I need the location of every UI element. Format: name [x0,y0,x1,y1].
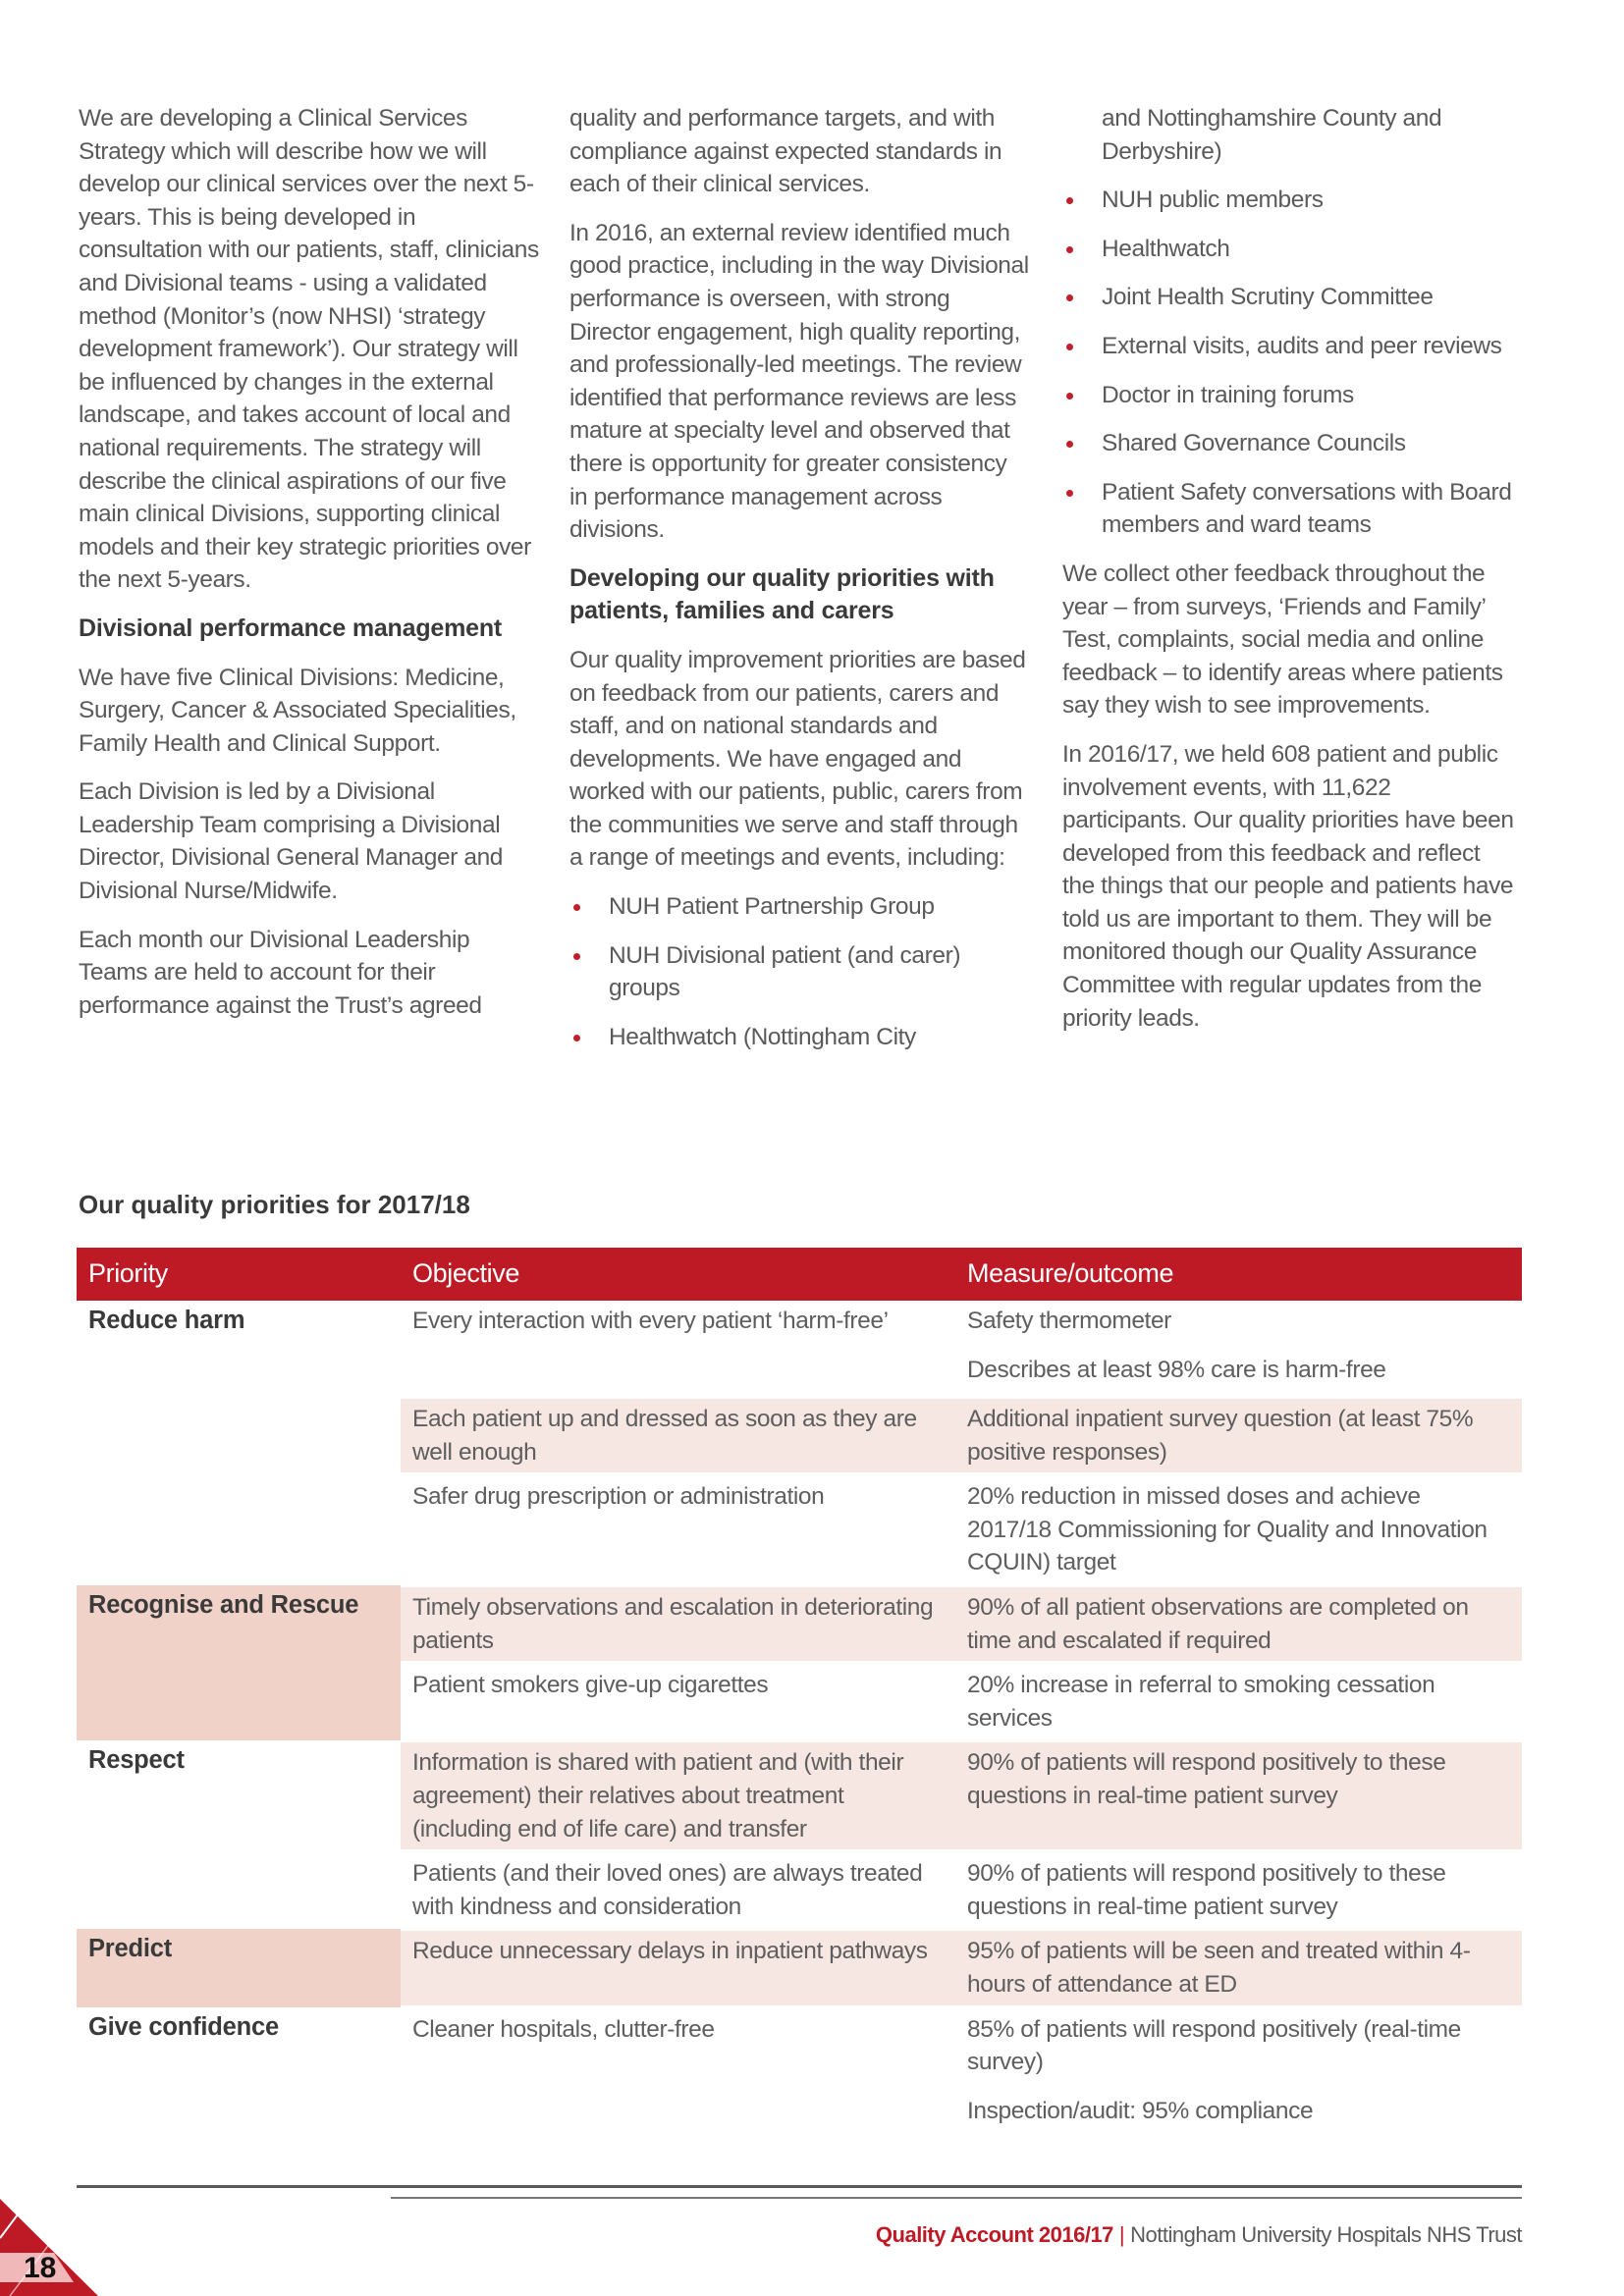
paragraph: In 2016/17, we held 608 patient and public involvement events, with 11,622 participants. Our quality priorities have been developed from this feedback and reflect the things that our people and patients have told us are important to them. They will be monitored though our Quality Assurance Committee with regular updates from the priority leads. [1062,740,1514,1032]
measure-cell: 95% of patients will be seen and treated within 4-hours of attendance at ED [955,1929,1522,2006]
list-item: NUH public members [1062,184,1514,217]
measure-cell: 20% reduction in missed doses and achieve 2017/18 Commissioning for Quality and Innovation CQUIN) target [955,1474,1522,1585]
table-title: Our quality priorities for 2017/18 [79,1190,470,1219]
measure-cell [955,2007,1522,2132]
paragraph: We have five Clinical Divisions: Medicine, Surgery, Cancer & Associated Specialities, Family Health and Clinical Support. [79,664,516,757]
header-objective: Objective [401,1248,955,1301]
table-row [77,1740,1522,1851]
objective-cell: Patient smokers give-up cigarettes [401,1663,955,1740]
paragraph: Each month our Divisional Leadership Teams are held to account for their performance against the Trust’s agreed [79,926,482,1019]
table-row [77,2007,1522,2132]
list-item: NUH Divisional patient (and carer) groups [569,939,1031,1005]
heading-developing-priorities: Developing our quality priorities with patients, families and carers [569,563,995,625]
bullet-list [1062,102,1514,542]
footer-org: Nottingham University Hospitals NHS Trust [1130,2222,1522,2247]
header-priority: Priority [77,1248,401,1301]
list-text: and Nottinghamshire County and Derbyshire) [1102,105,1442,165]
priority-cell: Respect [88,1746,185,1775]
table-header [77,1248,1522,1301]
footer-title: Quality Account 2016/17 [875,2222,1113,2247]
list-item: Healthwatch [1062,233,1514,266]
objective-cell: Every interaction with every patient ‘harm-free’ [412,1308,889,1334]
objective-cell: Each patient up and dressed as soon as they are well enough [401,1397,955,1474]
footer-rule [391,2197,1522,2199]
measure-cell: 90% of patients will respond positively to these questions in real-time patient survey [955,1851,1522,1929]
paragraph: In 2016, an external review identified much good practice, including in the way Divisional performance is overseen, with strong Director engagement, high quality reporting, and professionally-led meetings. The review identified that performance reviews are less mature at specialty level and observed that there is opportunity for greater consistency in performance management across divisions. [569,219,1029,544]
measure-cell: Additional inpatient survey question (at least 75% positive responses) [955,1397,1522,1474]
column-3 [1062,102,1514,1050]
list-item: External visits, audits and peer reviews [1062,330,1514,363]
priority-cell: Predict [77,1929,401,2006]
paragraph: We are developing a Clinical Services Strategy which will describe how we will develop our clinical services over the next 5-years. This is being developed in consultation with our patients, staff, clinicians and Divisional teams - using a validated method (Monitor’s (now NHSI) ‘strategy development framework’). Our strategy will be influenced by changes in the external landscape, and takes account of local and national requirements. The strategy will describe the clinical aspirations of our five main clinical Divisions, supporting clinical models and their key strategic priorities over the next 5-years. [79,105,539,594]
list-item: Patient Safety conversations with Board members and ward teams [1062,476,1514,542]
measure-cell [955,1301,1522,1397]
paragraph: Each Division is led by a Divisional Leadership Team comprising a Divisional Director, Divisional General Manager and Divisional Nurse/Midwife. [79,778,504,905]
measure-text: Describes at least 98% care is harm-free [967,1356,1386,1383]
table-row [77,1301,1522,1397]
footer [876,2222,1522,2248]
objective-cell: Cleaner hospitals, clutter-free [401,2007,955,2132]
measure-text: Safety thermometer [967,1308,1171,1334]
table-bottom-rule [77,2185,1522,2188]
objective-cell: Reduce unnecessary delays in inpatient pathways [401,1929,955,2006]
column-2 [569,102,1031,1069]
paragraph: quality and performance targets, and with compliance against expected standards in each of their clinical services. [569,105,1002,198]
header-measure: Measure/outcome [955,1248,1522,1301]
priority-cell: Recognise and Rescue [77,1585,401,1740]
quality-priorities-table [77,1248,1522,2131]
measure-cell: 90% of all patient observations are completed on time and escalated if required [955,1585,1522,1663]
measure-cell: 90% of patients will respond positively to these questions in real-time patient survey [955,1740,1522,1851]
bullet-list [569,890,1031,1053]
list-item-continued [1062,102,1514,168]
objective-cell: Information is shared with patient and (with their agreement) their relatives about treatment (including end of life care) and transfer [401,1740,955,1851]
column-1 [79,102,540,1038]
priority-cell: Give confidence [88,2012,279,2041]
paragraph: Our quality improvement priorities are based on feedback from our patients, carers and staff, and on national standards and developments. We have engaged and worked with our patients, public, carers from the communities we serve and staff through a range of meetings and events, including: [569,646,1026,872]
objective-cell: Patients (and their loved ones) are always treated with kindness and consideration [401,1851,955,1929]
paragraph: We collect other feedback throughout the year – from surveys, ‘Friends and Family’ Test, complaints, social media and online feedback – to identify areas where patients say they wish to see improvements. [1062,560,1503,720]
list-item: Shared Governance Councils [1062,427,1514,460]
measure-text: 85% of patients will respond positively (real-time survey) [967,2015,1461,2076]
list-item: Joint Health Scrutiny Committee [1062,281,1514,314]
priority-cell: Reduce harm [88,1307,245,1334]
objective-cell: Timely observations and escalation in deteriorating patients [401,1585,955,1663]
page-number: 18 [24,2252,57,2284]
table-row [77,1929,1522,2006]
measure-cell: 20% increase in referral to smoking cessation services [955,1663,1522,1740]
table-row [77,1585,1522,1663]
measure-text: Inspection/audit: 95% compliance [967,2097,1314,2124]
list-item: NUH Patient Partnership Group [569,890,1031,924]
objective-cell: Safer drug prescription or administration [401,1474,955,1585]
list-item: Healthwatch (Nottingham City [569,1021,1031,1054]
footer-separator: | [1118,2222,1125,2247]
heading-divisional-performance: Divisional performance management [79,614,503,642]
list-item: Doctor in training forums [1062,379,1514,412]
